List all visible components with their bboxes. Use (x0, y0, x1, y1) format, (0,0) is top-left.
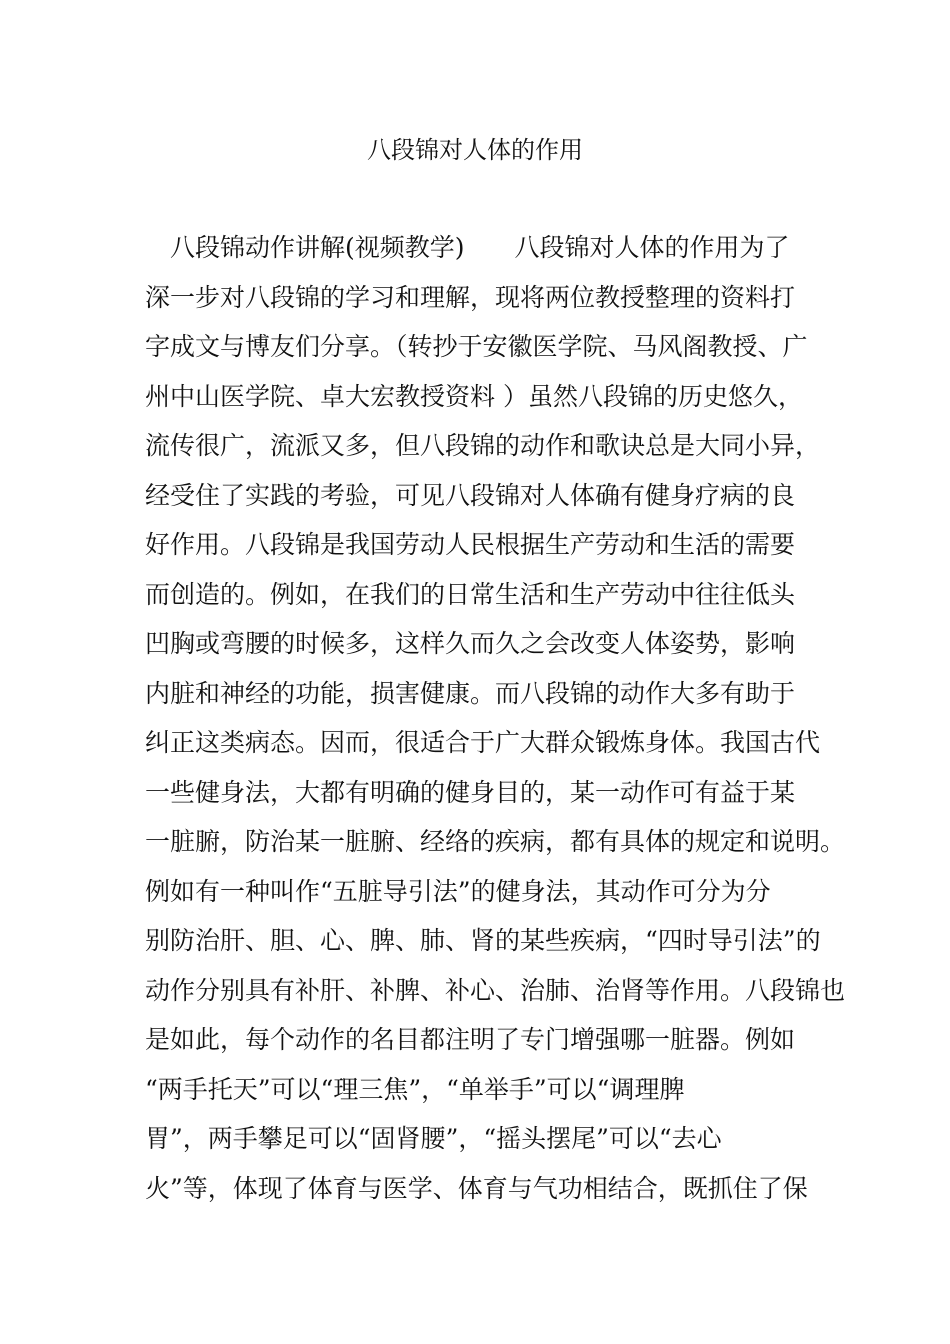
body-line: 一些健身法，大都有明确的健身目的，某一动作可有益于某 (145, 777, 796, 807)
body-line: 经受住了实践的考验，可见八段锦对人体确有健身疗病的良 (145, 480, 796, 510)
body-line: 流传很广，流派又多，但八段锦的动作和歌诀总是大同小异， (145, 431, 821, 460)
body-line: 是如此，每个动作的名目都注明了专门增强哪一脏器。例如 (145, 1025, 796, 1054)
body-line: “两手托天”可以“理三焦”，“单举手”可以“调理脾 (145, 1074, 685, 1104)
body-line: 一脏腑，防治某一脏腑、经络的疾病，都有具体的规定和说明。 (145, 827, 846, 856)
body-line: 字成文与博友们分享。（转抄于安徽医学院、马风阁教授、广 (145, 332, 808, 361)
body-line: 内脏和神经的功能，损害健康。而八段锦的动作大多有助于 (145, 678, 796, 708)
body-line: 好作用。八段锦是我国劳动人民根据生产劳动和生活的需要 (145, 530, 796, 559)
body-line: 纠正这类病态。因而，很适合于广大群众锻炼身体。我国古代 (145, 728, 821, 757)
body-line: 火”等，体现了体育与医学、体育与气功相结合，既抓住了保 (145, 1173, 808, 1203)
body-line: 别防治肝、胆、心、脾、肺、肾的某些疾病，“四时导引法”的 (145, 926, 821, 955)
body-line: 而创造的。例如，在我们的日常生活和生产劳动中往往低头 (145, 579, 796, 609)
body-line: 例如有一种叫作“五脏导引法”的健身法，其动作可分为分 (145, 876, 771, 906)
body-line: 州中山医学院、卓大宏教授资料 ）虽然八段锦的历史悠久， (145, 381, 803, 411)
body-line: 凹胸或弯腰的时候多，这样久而久之会改变人体姿势，影响 (145, 629, 796, 658)
body-line: 深一步对八段锦的学习和理解，现将两位教授整理的资料打 (145, 282, 796, 312)
body-line: 胃”，两手攀足可以“固肾腰”，“摇头摆尾”可以“去心 (145, 1124, 722, 1153)
document-title: 八段锦对人体的作用 (367, 136, 583, 164)
document-body (145, 228, 846, 1218)
body-line: 八段锦动作讲解(视频教学) 八段锦对人体的作用为了 (145, 233, 790, 262)
body-line: 动作分别具有补肝、补脾、补心、治肺、治肾等作用。八段锦也 (145, 975, 846, 1005)
